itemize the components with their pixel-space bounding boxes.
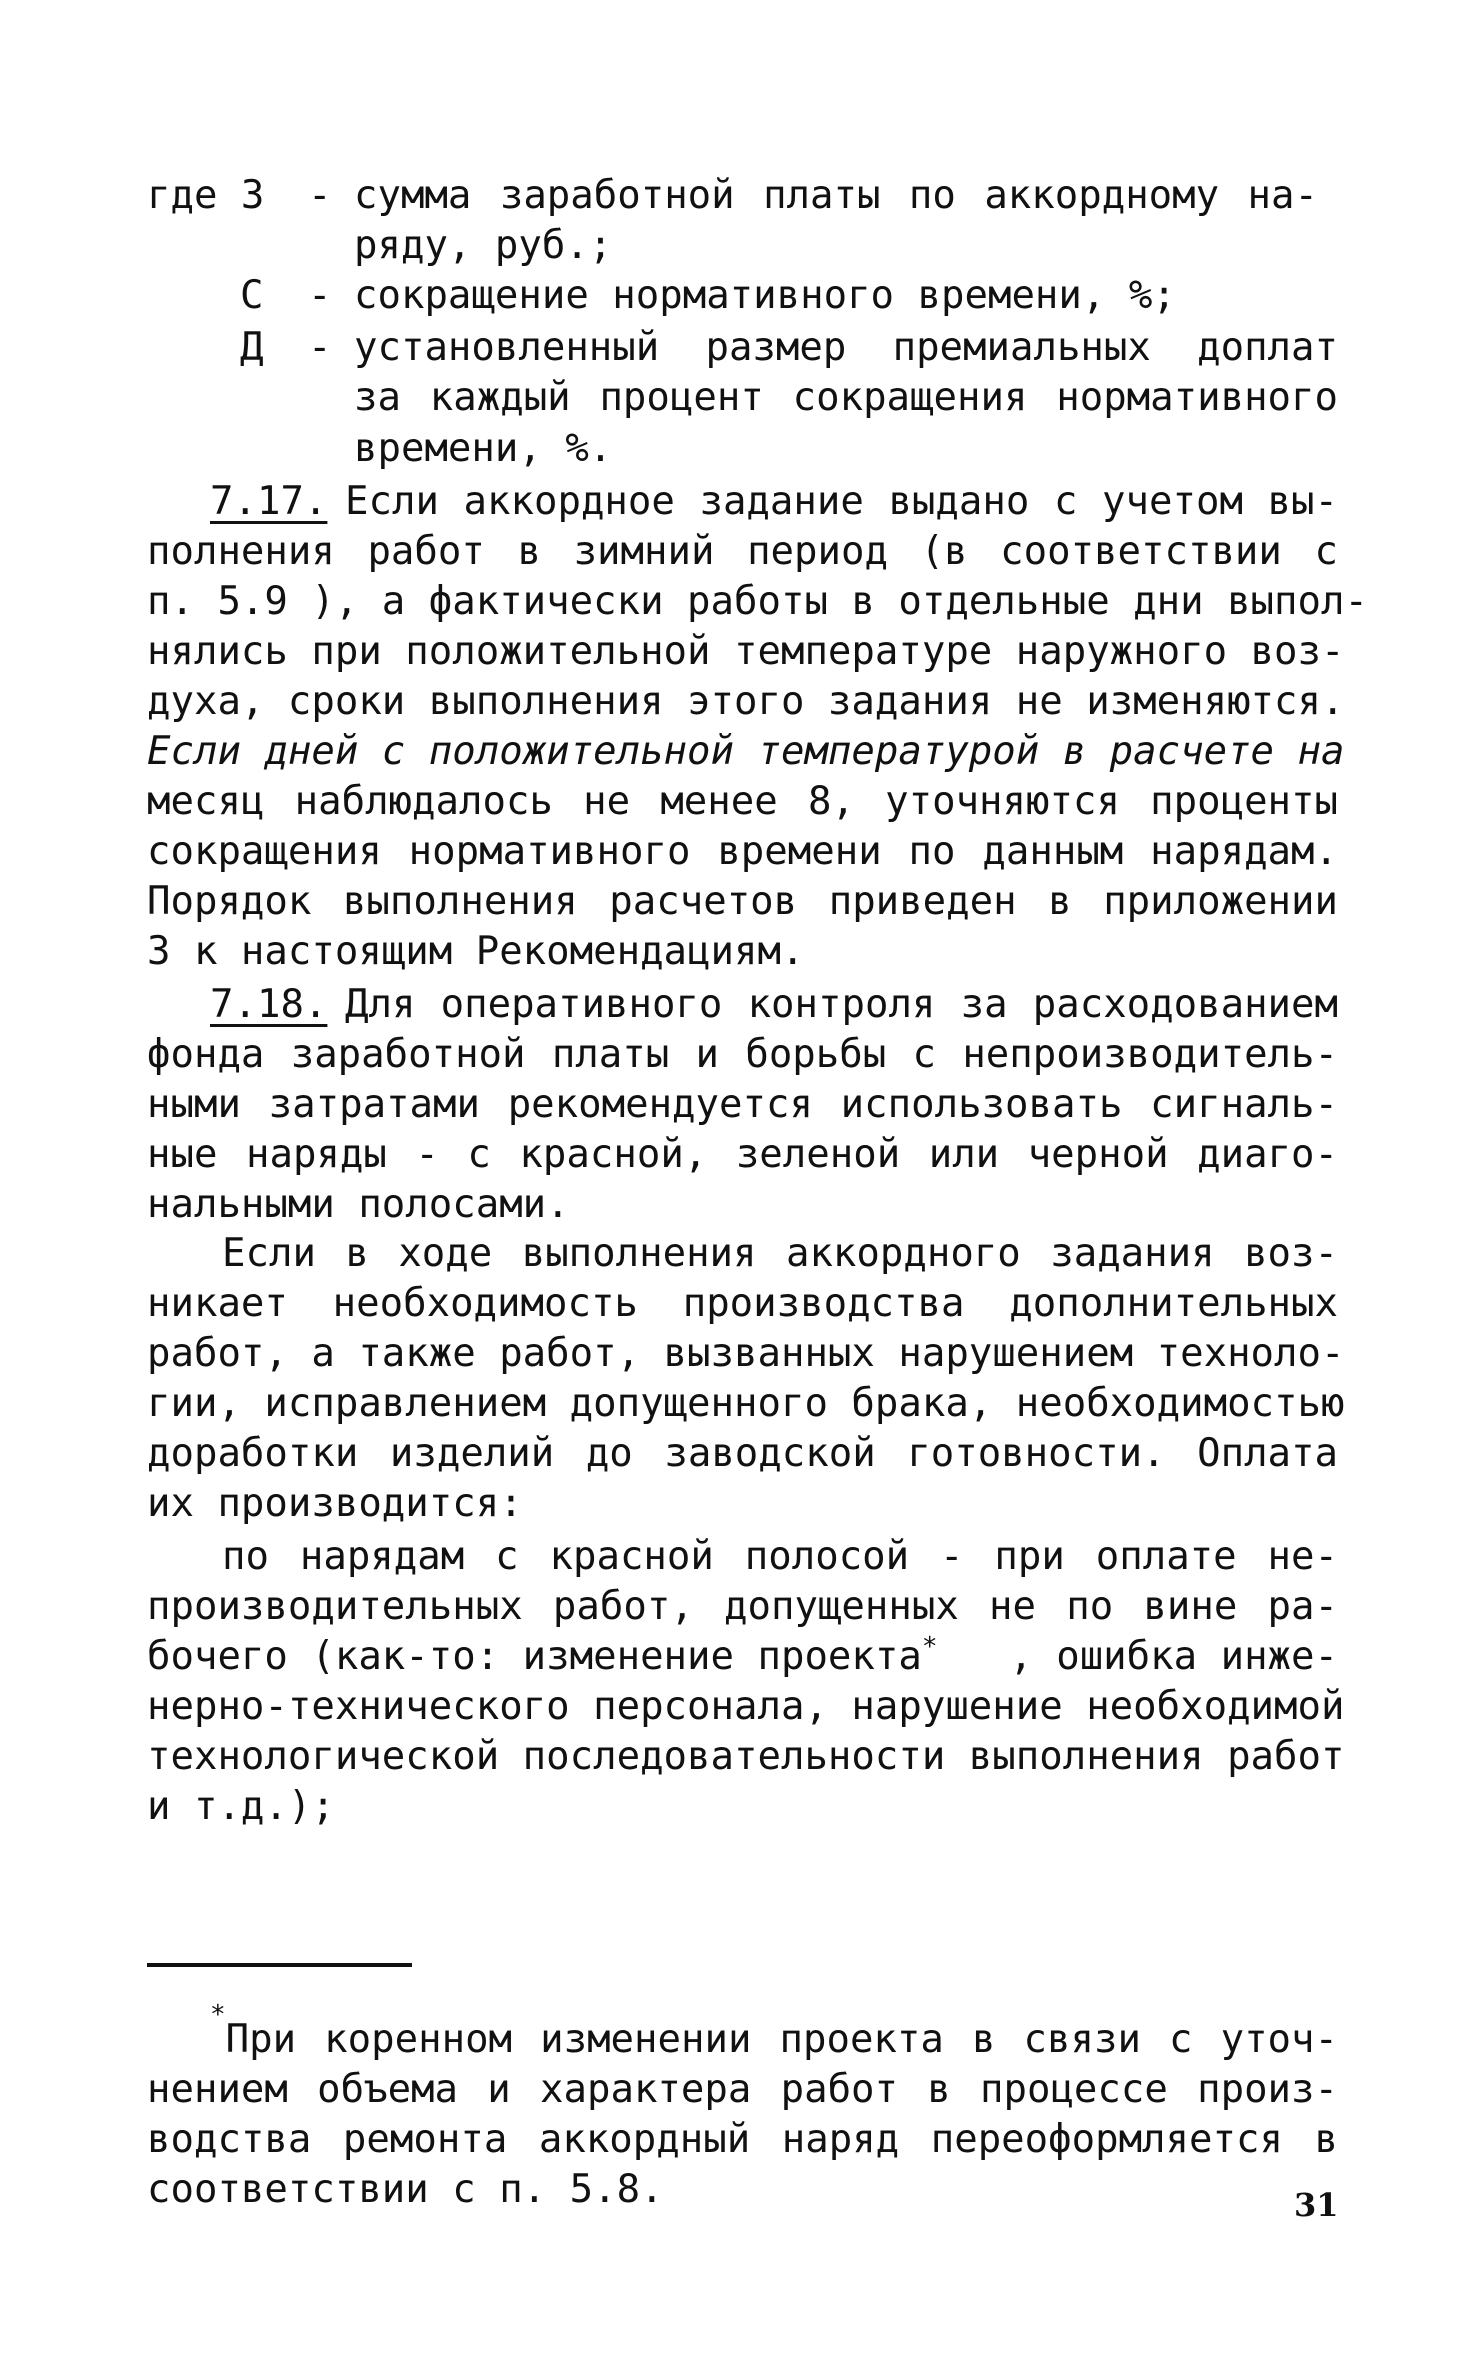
section-text-line: 3 к настоящим Рекомендациям. [147, 929, 805, 974]
section-text-line: духа, сроки выполнения этого задания не изменяются. [147, 679, 1345, 724]
definition-dash: - [308, 325, 332, 370]
definition-text-line: времени, %. [354, 426, 613, 471]
paragraph-line: никает необходимость производства дополнительных [147, 1281, 1338, 1326]
paragraph-line-with-footnote [147, 1632, 1338, 1682]
definition-text-line: за каждый процент сокращения нормативного [354, 375, 1338, 420]
footnote-line-with-marker [210, 2000, 1338, 2065]
section-text-line: нялись при положительной температуре наружного воз- [147, 629, 1345, 674]
definition-prefix: где З [147, 173, 265, 218]
definition-text-line: установленный размер премиальных доплат [354, 325, 1338, 370]
paragraph-line: доработки изделий до заводской готовности. Оплата [147, 1431, 1338, 1476]
definition-dash: - [308, 273, 332, 318]
section-number-7-18: 7.18. [210, 982, 328, 1027]
paragraph-line: производительных работ, допущенных не по вине ра- [147, 1584, 1338, 1629]
section-text-line: фонда заработной платы и борьбы с непроизводитель- [147, 1032, 1338, 1077]
footnote-separator [147, 1963, 412, 1967]
paragraph-line: нерно-технического персонала, нарушение необходимой [147, 1684, 1345, 1729]
paragraph-line-end: , ошибка инже- [1009, 1634, 1338, 1679]
paragraph-line-text: бочего (как-то: изменение проекта [147, 1634, 922, 1679]
paragraph-line: Если в ходе выполнения аккордного задания воз- [222, 1231, 1338, 1276]
section-text-line: нальными полосами. [147, 1182, 570, 1227]
footnote-text-line: водства ремонта аккордный наряд переоформляется в [147, 2117, 1338, 2162]
section-text-line: Для оперативного контроля за расходованием [345, 982, 1338, 1027]
paragraph-line-start [147, 1632, 938, 1682]
section-text-line: п. 5.9 ), а фактически работы в отдельные дни выпол- [147, 579, 1368, 624]
definition-text-line: ряду, руб.; [354, 223, 613, 268]
section-text-line: полнения работ в зимний период (в соответствии с [147, 529, 1338, 574]
section-text-line: месяц наблюдалось не менее 8, уточняются проценты [147, 779, 1338, 824]
section-text-line: сокращения нормативного времени по данным нарядам. [147, 829, 1338, 874]
definition-text-line: сумма заработной платы по аккордному на- [354, 173, 1318, 218]
section-number-7-17: 7.17. [210, 479, 328, 524]
section-text-line: ные наряды - с красной, зеленой или черной диаго- [147, 1132, 1338, 1177]
page-number: 31 [1294, 2186, 1339, 2224]
section-text-line: Порядок выполнения расчетов приведен в приложении [147, 879, 1338, 924]
footnote-text-line: нением объема и характера работ в процессе произ- [147, 2067, 1338, 2112]
footnote-reference-asterisk: * [921, 1632, 938, 1662]
paragraph-line: гии, исправлением допущенного брака, необходимостью [147, 1381, 1345, 1426]
definition-prefix: С [240, 273, 264, 318]
footnote-marker: * [210, 2000, 226, 2030]
paragraph-line: технологической последовательности выполнения работ [147, 1734, 1345, 1779]
definition-prefix: Д [240, 325, 264, 370]
paragraph-line: работ, а также работ, вызванных нарушением техноло- [147, 1331, 1345, 1376]
footnote-text-line: При коренном изменении проекта в связи с уточ- [225, 2017, 1338, 2062]
definition-dash: - [308, 173, 332, 218]
paragraph-line: их производится: [147, 1481, 523, 1526]
section-text-line: ными затратами рекомендуется использовать сигналь- [147, 1082, 1338, 1127]
footnote-text-line: соответствии с п. 5.8. [147, 2167, 664, 2212]
paragraph-line: и т.д.); [147, 1784, 335, 1829]
section-text-line: Если аккордное задание выдано с учетом вы- [345, 479, 1338, 524]
section-text-line: Если дней с положительной температурой в расчете на [147, 729, 1345, 774]
paragraph-line: по нарядам с красной полосой - при оплате не- [222, 1534, 1338, 1579]
definition-text-line: сокращение нормативного времени, %; [354, 273, 1176, 318]
